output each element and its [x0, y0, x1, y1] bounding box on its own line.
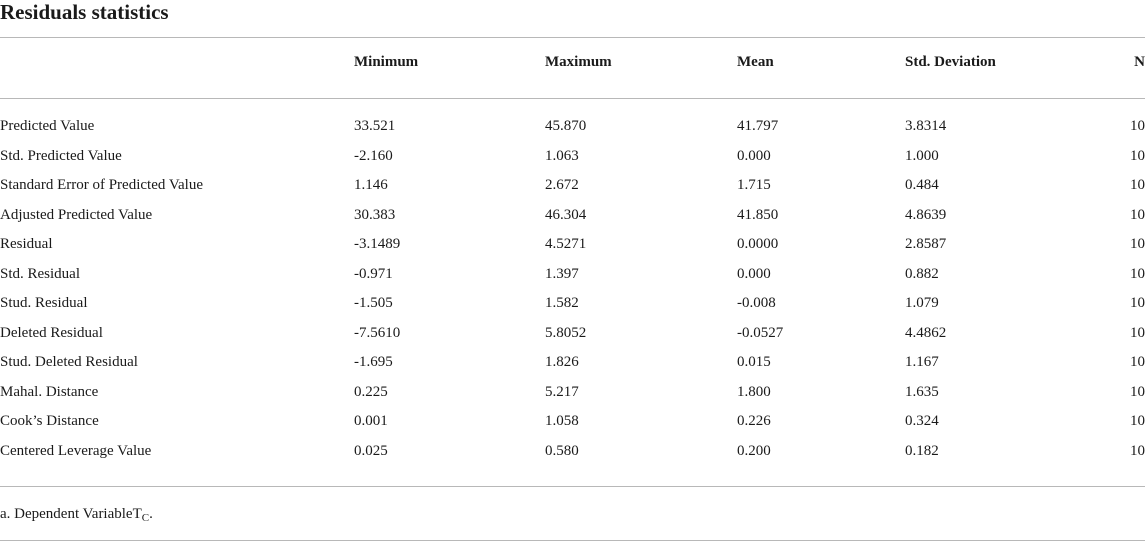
- cell-maximum: 2.672: [545, 177, 579, 193]
- cell-maximum: 1.058: [545, 413, 579, 429]
- cell-maximum: 1.063: [545, 147, 579, 164]
- cell-mean: 0.0000: [737, 236, 779, 252]
- header-maximum: Maximum: [545, 54, 612, 70]
- footnote-variable: T: [132, 506, 142, 522]
- cell-maximum: 1.826: [545, 354, 579, 370]
- cell-label: Cook’s Distance: [0, 413, 99, 429]
- cell-n: 10: [1130, 413, 1145, 429]
- cell-n: 10: [1130, 354, 1145, 370]
- cell-n: 10: [1130, 265, 1145, 282]
- cell-minimum: -3.1489: [354, 236, 401, 252]
- footnote-prefix: a. Dependent Variable: [0, 506, 133, 522]
- cell-maximum: 1.397: [545, 265, 579, 282]
- cell-mean: 41.850: [737, 206, 779, 223]
- cell-label: Std. Predicted Value: [0, 147, 122, 164]
- cell-maximum: 4.5271: [545, 236, 587, 252]
- cell-std-deviation: 4.8639: [905, 206, 947, 223]
- footnote-subscript: C: [141, 512, 150, 524]
- cell-minimum: -1.695: [354, 354, 393, 370]
- cell-maximum: 1.582: [545, 295, 579, 311]
- cell-n: 10: [1130, 177, 1145, 193]
- cell-n: 10: [1130, 324, 1145, 341]
- cell-minimum: -2.160: [354, 147, 393, 164]
- table-row: [0, 437, 1145, 467]
- cell-minimum: -1.505: [354, 295, 393, 311]
- header-mean: Mean: [737, 54, 774, 70]
- cell-std-deviation: 1.635: [905, 383, 939, 400]
- cell-label: Stud. Residual: [0, 295, 88, 311]
- top-rule: [0, 37, 1145, 38]
- cell-minimum: 1.146: [354, 177, 388, 193]
- table-row: [0, 171, 1145, 201]
- cell-minimum: -0.971: [354, 265, 393, 282]
- bottom-rule: [0, 486, 1145, 487]
- footnote: [0, 504, 153, 528]
- cell-std-deviation: 3.8314: [905, 118, 947, 134]
- cell-maximum: 5.8052: [545, 324, 587, 341]
- table-body: [0, 112, 1145, 466]
- cell-minimum: 0.225: [354, 383, 388, 400]
- cell-std-deviation: 2.8587: [905, 236, 947, 252]
- cell-std-deviation: 0.182: [905, 442, 939, 459]
- table-row: [0, 142, 1145, 172]
- cell-maximum: 5.217: [545, 383, 579, 400]
- cell-n: 10: [1130, 206, 1145, 223]
- cell-minimum: 33.521: [354, 118, 396, 134]
- cell-mean: 1.715: [737, 177, 771, 193]
- cell-std-deviation: 1.079: [905, 295, 939, 311]
- cell-minimum: 0.001: [354, 413, 388, 429]
- cell-n: 10: [1130, 442, 1145, 459]
- cell-n: 10: [1130, 147, 1145, 164]
- cell-mean: 41.797: [737, 118, 779, 134]
- cell-std-deviation: 0.324: [905, 413, 939, 429]
- header-minimum: Minimum: [354, 54, 419, 70]
- cell-mean: 0.200: [737, 442, 771, 459]
- cell-mean: 1.800: [737, 383, 771, 400]
- header-n: N: [1134, 54, 1145, 70]
- table-row: [0, 201, 1145, 231]
- cell-mean: 0.000: [737, 265, 771, 282]
- cell-std-deviation: 4.4862: [905, 324, 947, 341]
- cell-n: 10: [1130, 118, 1145, 134]
- cell-label: Stud. Deleted Residual: [0, 354, 138, 370]
- cell-label: Mahal. Distance: [0, 383, 99, 400]
- table-title: Residuals statistics: [0, 0, 169, 24]
- table-row: [0, 348, 1145, 378]
- cell-std-deviation: 0.484: [905, 177, 939, 193]
- cell-label: Standard Error of Predicted Value: [0, 177, 203, 193]
- table-row: [0, 112, 1145, 142]
- cell-label: Centered Leverage Value: [0, 442, 152, 459]
- cell-std-deviation: 1.167: [905, 354, 939, 370]
- cell-maximum: 0.580: [545, 442, 579, 459]
- header-std-deviation: Std. Deviation: [905, 54, 996, 70]
- cell-maximum: 46.304: [545, 206, 587, 223]
- cell-minimum: 30.383: [354, 206, 396, 223]
- cell-minimum: 0.025: [354, 442, 388, 459]
- table-row: [0, 378, 1145, 408]
- cell-n: 10: [1130, 295, 1145, 311]
- cell-mean: -0.0527: [737, 324, 784, 341]
- cell-mean: 0.015: [737, 354, 771, 370]
- cell-mean: 0.000: [737, 147, 771, 164]
- cell-maximum: 45.870: [545, 118, 587, 134]
- cell-label: Adjusted Predicted Value: [0, 206, 153, 223]
- cell-label: Deleted Residual: [0, 324, 103, 341]
- table-row: [0, 260, 1145, 290]
- cell-label: Predicted Value: [0, 118, 95, 134]
- cell-n: 10: [1130, 236, 1145, 252]
- table-row: [0, 289, 1145, 319]
- table-header: [0, 54, 1145, 76]
- cell-mean: -0.008: [737, 295, 776, 311]
- cell-std-deviation: 1.000: [905, 147, 939, 164]
- footnote-suffix: .: [149, 506, 153, 522]
- cell-label: Residual: [0, 236, 53, 252]
- cell-std-deviation: 0.882: [905, 265, 939, 282]
- cell-n: 10: [1130, 383, 1145, 400]
- cell-label: Std. Residual: [0, 265, 81, 282]
- table-row: [0, 230, 1145, 260]
- cell-mean: 0.226: [737, 413, 771, 429]
- header-rule: [0, 98, 1145, 99]
- cell-minimum: -7.5610: [354, 324, 401, 341]
- table-row: [0, 319, 1145, 349]
- table-row: [0, 407, 1145, 437]
